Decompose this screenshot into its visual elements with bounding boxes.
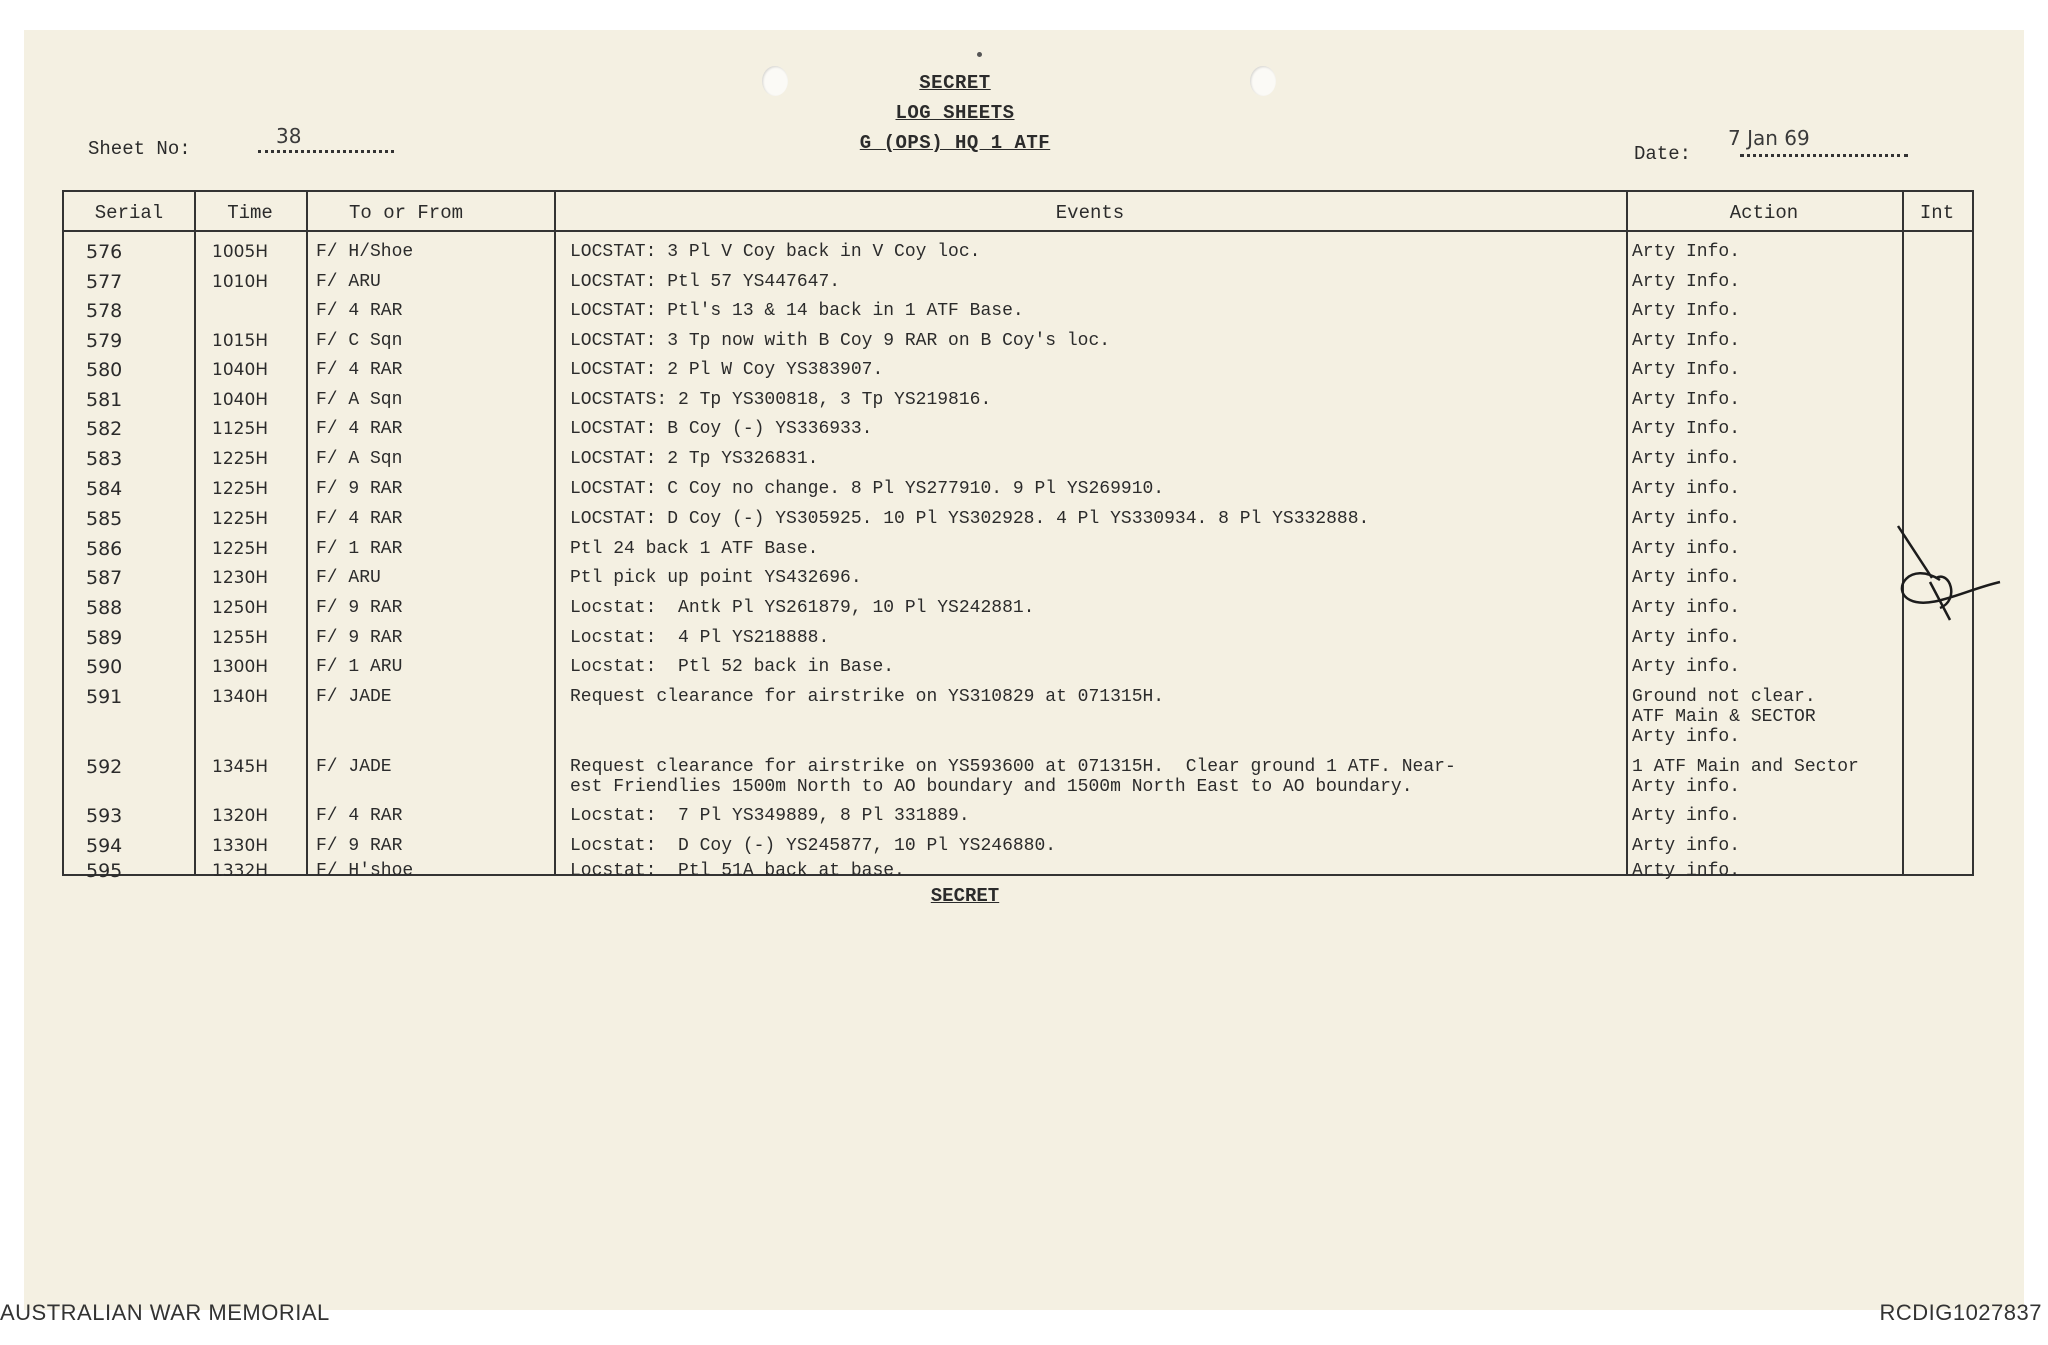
header-time: Time [227,202,273,224]
header-action: Action [1729,202,1799,224]
handwritten-tick-mark [1870,520,2020,630]
action-cell: Arty Info. [1632,331,1741,351]
serial-cell: 580 [86,359,123,381]
serial-cell: 592 [86,756,123,778]
date-value: 7 Jan 69 [1728,126,1810,150]
col-divider [1626,192,1628,874]
action-cell: Arty Info. [1632,390,1741,410]
time-cell: 1225H [212,539,269,559]
action-cell: 1 ATF Main and Sector [1632,757,1859,777]
serial-cell: 584 [86,478,123,500]
events-cell: LOCSTAT: Ptl 57 YS447647. [570,272,841,292]
to-from-cell: F/ 9 RAR [316,836,403,856]
time-cell: 1230H [212,568,269,588]
time-cell: 1040H [212,390,269,410]
header-serial: Serial [94,202,164,224]
col-divider [306,192,308,874]
events-cell: Locstat: Ptl 52 back in Base. [570,657,895,677]
date-dots [1740,154,1908,157]
action-cell: Arty info. [1632,479,1741,499]
punch-hole-right [1250,66,1276,96]
action-cell: Arty info. [1632,657,1741,677]
date-label: Date: [1634,143,1692,165]
action-cell: Arty info. [1632,836,1741,856]
serial-cell: 578 [86,300,123,322]
sheet-number-dots [258,150,394,153]
serial-cell: 585 [86,508,123,530]
action-cell: Arty info. [1632,568,1741,588]
action-cell: Arty info. [1632,777,1741,797]
events-cell: Locstat: D Coy (-) YS245877, 10 Pl YS246880. [570,836,1057,856]
to-from-cell: F/ 9 RAR [316,598,403,618]
action-cell: Arty Info. [1632,242,1741,262]
serial-cell: 591 [86,686,123,708]
to-from-cell: F/ 1 RAR [316,539,403,559]
ink-dot [977,52,982,57]
serial-cell: 593 [86,805,123,827]
time-cell: 1300H [212,657,269,677]
serial-cell: 587 [86,567,123,589]
time-cell: 1332H [212,861,269,881]
time-cell: 1320H [212,806,269,826]
to-from-cell: F/ 4 RAR [316,360,403,380]
events-cell: Locstat: 4 Pl YS218888. [570,628,830,648]
serial-cell: 582 [86,418,123,440]
header-divider [64,230,1972,232]
to-from-cell: F/ 4 RAR [316,806,403,826]
sheet-number-label: Sheet No: [88,138,191,160]
log-table [62,190,1974,882]
action-cell: ATF Main & SECTOR [1632,707,1816,727]
to-from-cell: F/ 4 RAR [316,509,403,529]
time-cell: 1005H [212,242,269,262]
col-divider [194,192,196,874]
to-from-cell: F/ 1 ARU [316,657,403,677]
events-cell: Ptl pick up point YS432696. [570,568,862,588]
to-from-cell: F/ C Sqn [316,331,403,351]
unit-title: G (OPS) HQ 1 ATF [859,132,1051,154]
sheet-number-value: 38 [276,124,302,148]
action-cell: Ground not clear. [1632,687,1816,707]
classification-top: SECRET [919,72,991,94]
events-cell: LOCSTAT: C Coy no change. 8 Pl YS277910. 9 Pl YS269910. [570,479,1165,499]
serial-cell: 595 [86,860,123,882]
action-cell: Arty info. [1632,806,1741,826]
doc-type: LOG SHEETS [895,102,1015,124]
header-to-or-from: To or From [348,202,464,224]
events-cell: LOCSTAT: 3 Pl V Coy back in V Coy loc. [570,242,981,262]
events-cell: est Friendlies 1500m North to AO boundary and 1500m North East to AO boundary. [570,777,1413,797]
events-cell: LOCSTAT: Ptl's 13 & 14 back in 1 ATF Base. [570,301,1024,321]
serial-cell: 590 [86,656,123,678]
catalogue-id: RCDIG1027837 [1879,1300,2042,1325]
time-cell: 1330H [212,836,269,856]
to-from-cell: F/ JADE [316,757,392,777]
events-cell: Request clearance for airstrike on YS310829 at 071315H. [570,687,1165,707]
action-cell: Arty info. [1632,861,1741,881]
action-cell: Arty info. [1632,509,1741,529]
time-cell: 1255H [212,628,269,648]
events-cell: LOCSTAT: 2 Tp YS326831. [570,449,819,469]
to-from-cell: F/ H'shoe [316,861,414,881]
time-cell: 1125H [212,419,269,439]
action-cell: Arty Info. [1632,272,1741,292]
time-cell: 1225H [212,479,269,499]
to-from-cell: F/ 4 RAR [316,301,403,321]
serial-cell: 581 [86,389,123,411]
action-cell: Arty Info. [1632,301,1741,321]
action-cell: Arty info. [1632,727,1741,747]
action-cell: Arty info. [1632,598,1741,618]
events-cell: LOCSTAT: 2 Pl W Coy YS383907. [570,360,884,380]
to-from-cell: F/ JADE [316,687,392,707]
time-cell: 1345H [212,757,269,777]
to-from-cell: F/ A Sqn [316,449,403,469]
action-cell: Arty info. [1632,539,1741,559]
serial-cell: 589 [86,627,123,649]
serial-cell: 583 [86,448,123,470]
events-cell: LOCSTAT: 3 Tp now with B Coy 9 RAR on B Coy's loc. [570,331,1111,351]
events-cell: Locstat: 7 Pl YS349889, 8 Pl 331889. [570,806,970,826]
events-cell: Locstat: Ptl 51A back at base. [570,861,905,881]
time-cell: 1340H [212,687,269,707]
classification-bottom: SECRET [930,885,1000,907]
time-cell: 1250H [212,598,269,618]
to-from-cell: F/ H/Shoe [316,242,414,262]
events-cell: Request clearance for airstrike on YS593600 at 071315H. Clear ground 1 ATF. Near- [570,757,1456,777]
header-events: Events [1055,202,1125,224]
time-cell: 1015H [212,331,269,351]
time-cell: 1040H [212,360,269,380]
action-cell: Arty info. [1632,628,1741,648]
events-cell: LOCSTAT: D Coy (-) YS305925. 10 Pl YS302928. 4 Pl YS330934. 8 Pl YS332888. [570,509,1370,529]
events-cell: Ptl 24 back 1 ATF Base. [570,539,819,559]
events-cell: Locstat: Antk Pl YS261879, 10 Pl YS242881. [570,598,1035,618]
to-from-cell: F/ ARU [316,272,381,292]
to-from-cell: F/ A Sqn [316,390,403,410]
punch-hole-left [762,66,788,96]
serial-cell: 576 [86,241,123,263]
serial-cell: 586 [86,538,123,560]
serial-cell: 577 [86,271,123,293]
to-from-cell: F/ 4 RAR [316,419,403,439]
events-cell: LOCSTATS: 2 Tp YS300818, 3 Tp YS219816. [570,390,992,410]
action-cell: Arty Info. [1632,419,1741,439]
time-cell: 1225H [212,509,269,529]
time-cell: 1225H [212,449,269,469]
serial-cell: 594 [86,835,123,857]
archive-name: AUSTRALIAN WAR MEMORIAL [0,1300,330,1325]
to-from-cell: F/ 9 RAR [316,628,403,648]
action-cell: Arty Info. [1632,360,1741,380]
events-cell: LOCSTAT: B Coy (-) YS336933. [570,419,873,439]
serial-cell: 588 [86,597,123,619]
to-from-cell: F/ ARU [316,568,381,588]
header-int: Int [1919,202,1955,224]
to-from-cell: F/ 9 RAR [316,479,403,499]
action-cell: Arty info. [1632,449,1741,469]
time-cell: 1010H [212,272,269,292]
serial-cell: 579 [86,330,123,352]
col-divider [554,192,556,874]
